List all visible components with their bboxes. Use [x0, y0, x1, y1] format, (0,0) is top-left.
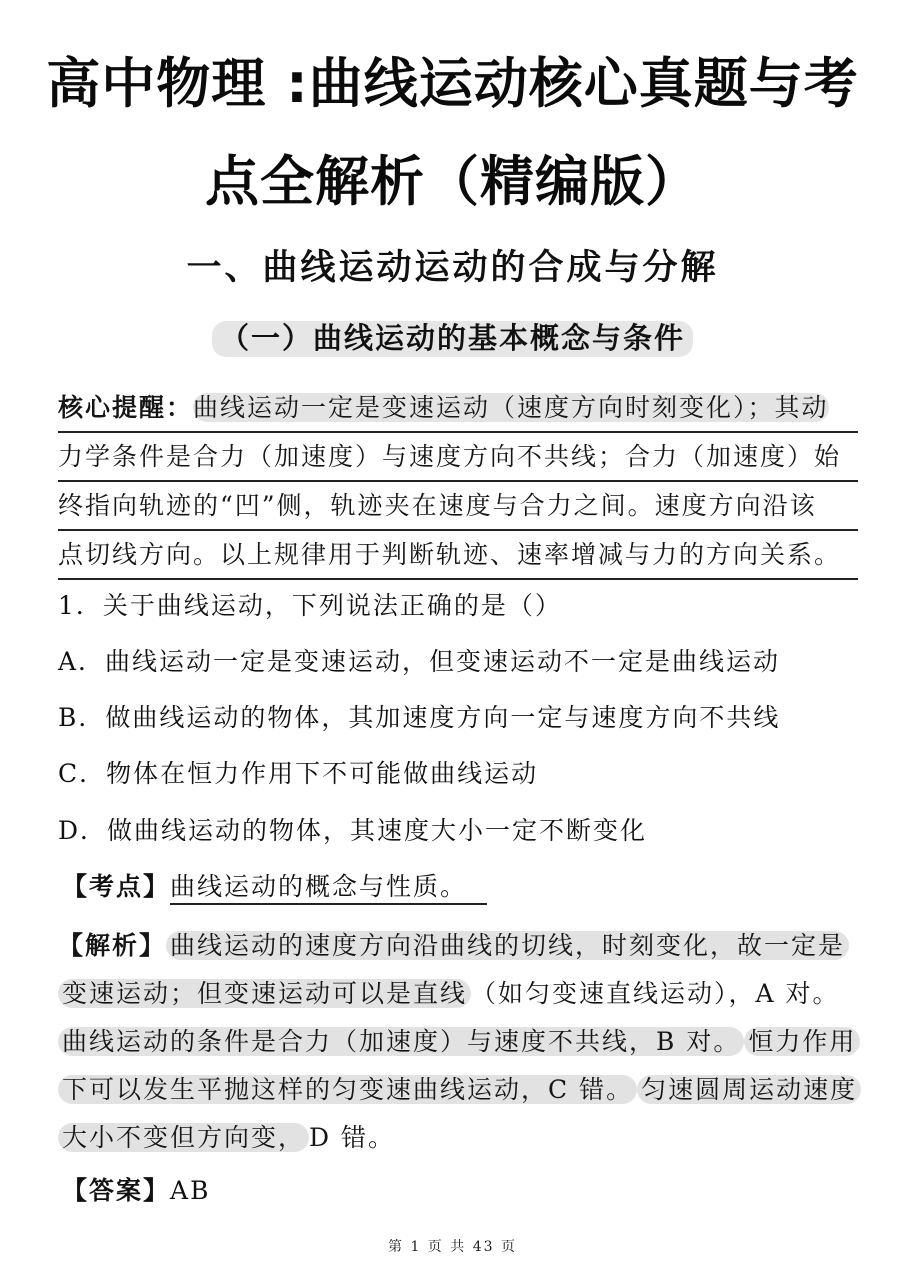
- core-reminder-block: [58, 384, 858, 580]
- analysis-text-2b: （如匀变速直线运动），A 对。: [471, 979, 840, 1008]
- subsection-heading: [0, 310, 905, 366]
- document-title-line-2: 点全解析（精编版）: [205, 150, 700, 213]
- option-b: B．做曲线运动的物体，其加速度方向一定与速度方向不共线: [58, 703, 781, 732]
- analysis-text-3a: 曲线运动的条件是合力（加速度）与速度不共线，B 对。: [58, 1027, 744, 1056]
- core-reminder-line-1: [58, 384, 858, 433]
- core-reminder-label: 核心提醒：: [58, 393, 194, 422]
- page-footer: 第 1 页 共 43 页: [388, 1239, 517, 1255]
- analysis-tag: 【解析】: [58, 931, 167, 960]
- answer: [62, 1170, 210, 1212]
- analysis-line-5: [58, 1114, 858, 1162]
- option-c: C．物体在恒力作用下不可能做曲线运动: [58, 759, 539, 788]
- question-stem: 1．关于曲线运动，下列说法正确的是（）: [58, 591, 562, 620]
- analysis-text-3b: 恒力作用: [744, 1027, 860, 1056]
- exam-point-value: 曲线运动的概念与性质。: [170, 872, 487, 905]
- document-title-line-1: 高中物理 :曲线运动核心真题与考: [46, 52, 859, 115]
- core-reminder-text: 曲线运动一定是变速运动（速度方向时刻变化）；其动: [193, 393, 829, 422]
- analysis-text-1: 曲线运动的速度方向沿曲线的切线，时刻变化，故一定是: [166, 931, 849, 960]
- analysis-line-2: [58, 970, 858, 1018]
- core-reminder-line-3: 终指向轨迹的“凹”侧，轨迹夹在速度与合力之间。速度方向沿该: [58, 482, 858, 531]
- section-heading: 一、曲线运动运动的合成与分解: [186, 247, 719, 288]
- option-d: D．做曲线运动的物体，其速度大小一定不断变化: [58, 816, 648, 845]
- core-reminder-line-2: 力学条件是合力（加速度）与速度方向不共线；合力（加速度）始: [58, 433, 858, 482]
- answer-tag: 【答案】: [62, 1176, 171, 1205]
- subsection-heading-text: （一）曲线运动的基本概念与条件: [212, 321, 693, 357]
- analysis-block: [58, 922, 858, 1162]
- analysis-line-3: [58, 1018, 858, 1066]
- analysis-text-2a: 变速运动；但变速运动可以是直线: [58, 979, 471, 1008]
- exam-point-tag: 【考点】: [62, 872, 171, 901]
- exam-point: [62, 866, 487, 908]
- option-a: A．曲线运动一定是变速运动，但变速运动不一定是曲线运动: [58, 647, 781, 676]
- answer-value: AB: [170, 1176, 211, 1205]
- analysis-text-5a: 大小不变但方向变，: [58, 1123, 309, 1152]
- analysis-text-4b: 匀速圆周运动速度: [637, 1075, 861, 1104]
- analysis-text-4a: 下可以发生平抛这样的匀变速曲线运动，C 错。: [58, 1075, 637, 1104]
- analysis-line-1: [58, 922, 858, 970]
- core-reminder-line-4: 点切线方向。以上规律用于判断轨迹、速率增减与力的方向关系。: [58, 531, 858, 580]
- analysis-line-4: [58, 1066, 858, 1114]
- analysis-text-5b: D 错。: [309, 1123, 396, 1152]
